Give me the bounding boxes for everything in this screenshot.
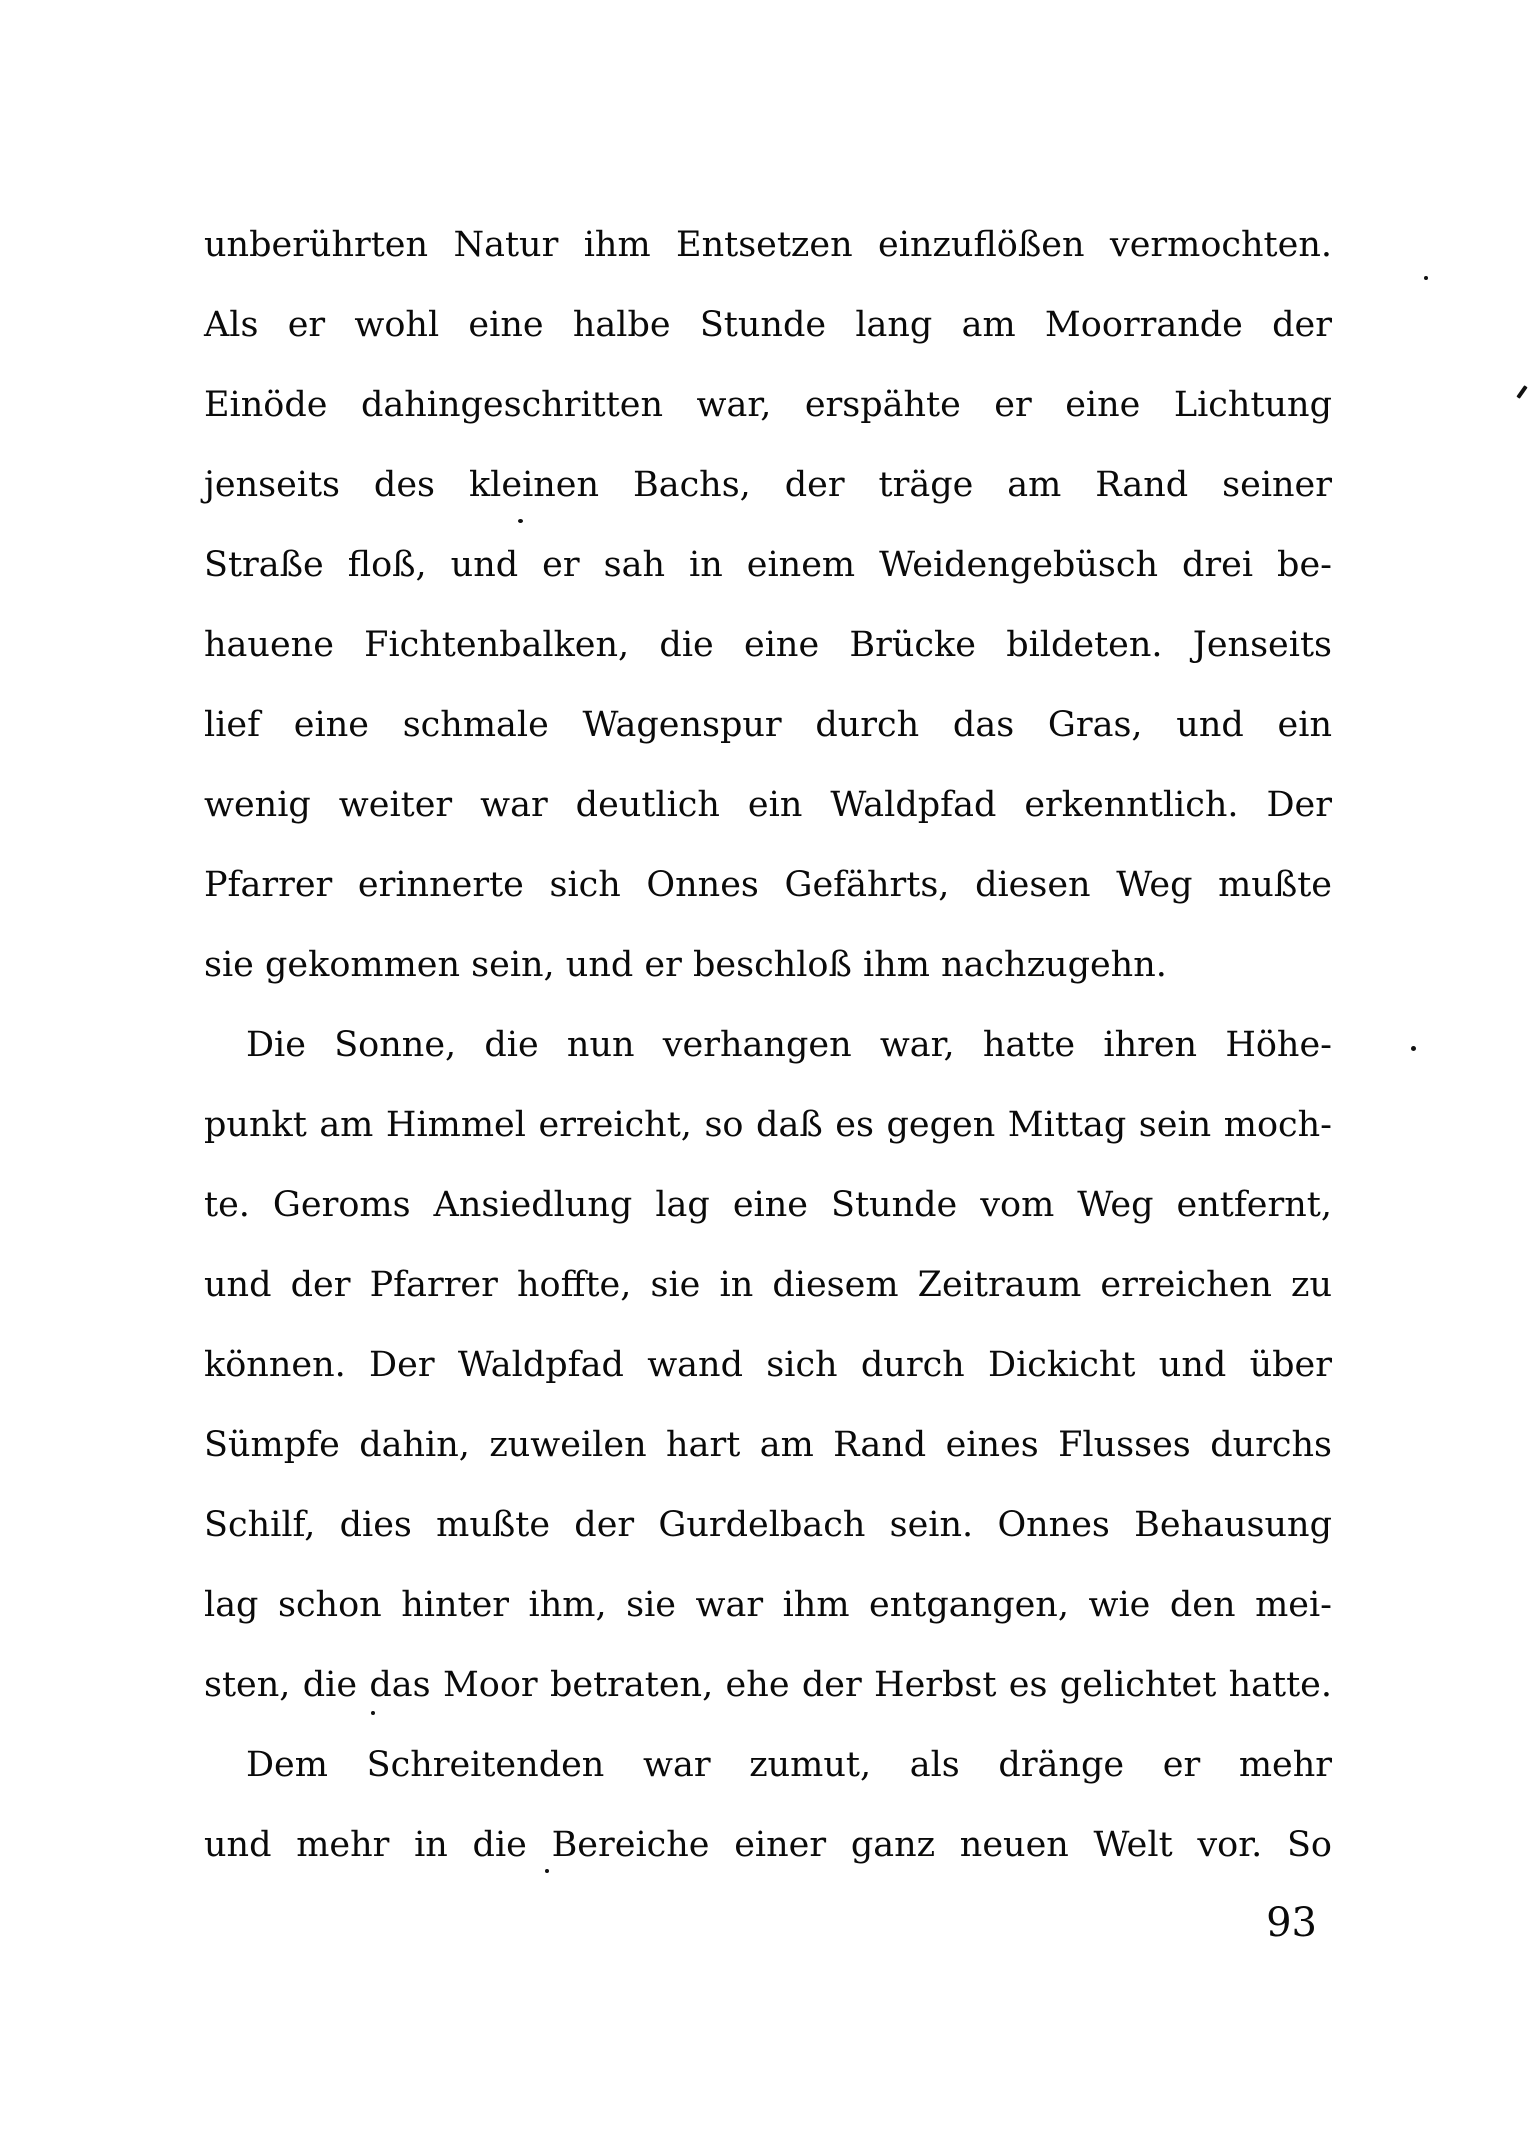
text-line: lief eine schmale Wagenspur durch das Gras, und ein	[204, 705, 1332, 745]
text-line: Dem Schreitenden war zumut, als dränge er mehr	[246, 1745, 1332, 1785]
text-line: und mehr in die Bereiche einer ganz neuen Welt vor. So	[204, 1825, 1332, 1865]
scan-speck	[371, 1711, 375, 1715]
text-line: Pfarrer erinnerte sich Onnes Gefährts, diesen Weg mußte	[204, 865, 1332, 905]
text-line: Die Sonne, die nun verhangen war, hatte ihren Höhe-	[246, 1025, 1332, 1065]
text-line: unberührten Natur ihm Entsetzen einzuflößen vermochten.	[204, 225, 1332, 265]
text-line: und der Pfarrer hoffte, sie in diesem Zeitraum erreichen zu	[204, 1265, 1332, 1305]
text-block	[204, 205, 1332, 1885]
text-line: Sümpfe dahin, zuweilen hart am Rand eines Flusses durchs	[204, 1425, 1332, 1465]
text-line: punkt am Himmel erreicht, so daß es gegen Mittag sein moch-	[204, 1105, 1332, 1145]
scan-speck	[1516, 385, 1527, 399]
text-line: te. Geroms Ansiedlung lag eine Stunde vom Weg entfernt,	[204, 1185, 1332, 1225]
text-line: sten, die das Moor betraten, ehe der Herbst es gelichtet hatte.	[204, 1665, 1332, 1705]
scan-speck	[545, 1869, 549, 1873]
text-line: sie gekommen sein, und er beschloß ihm nachzugehn.	[204, 945, 1167, 985]
text-line: Einöde dahingeschritten war, erspähte er eine Lichtung	[204, 385, 1332, 425]
page-number: 93	[1266, 1900, 1317, 1946]
text-line: Schilf, dies mußte der Gurdelbach sein. Onnes Behausung	[204, 1505, 1332, 1545]
text-line: hauene Fichtenbalken, die eine Brücke bildeten. Jenseits	[204, 625, 1332, 665]
text-line: Straße floß, und er sah in einem Weidengebüsch drei be-	[204, 545, 1332, 585]
text-line: wenig weiter war deutlich ein Waldpfad erkenntlich. Der	[204, 785, 1332, 825]
scan-speck	[1424, 276, 1428, 280]
text-line: Als er wohl eine halbe Stunde lang am Moorrande der	[204, 305, 1332, 345]
text-line: können. Der Waldpfad wand sich durch Dickicht und über	[204, 1345, 1332, 1385]
scan-speck	[1411, 1046, 1416, 1051]
text-line: lag schon hinter ihm, sie war ihm entgangen, wie den mei-	[204, 1585, 1332, 1625]
scan-speck	[518, 519, 523, 523]
text-line: jenseits des kleinen Bachs, der träge am Rand seiner	[204, 465, 1332, 505]
